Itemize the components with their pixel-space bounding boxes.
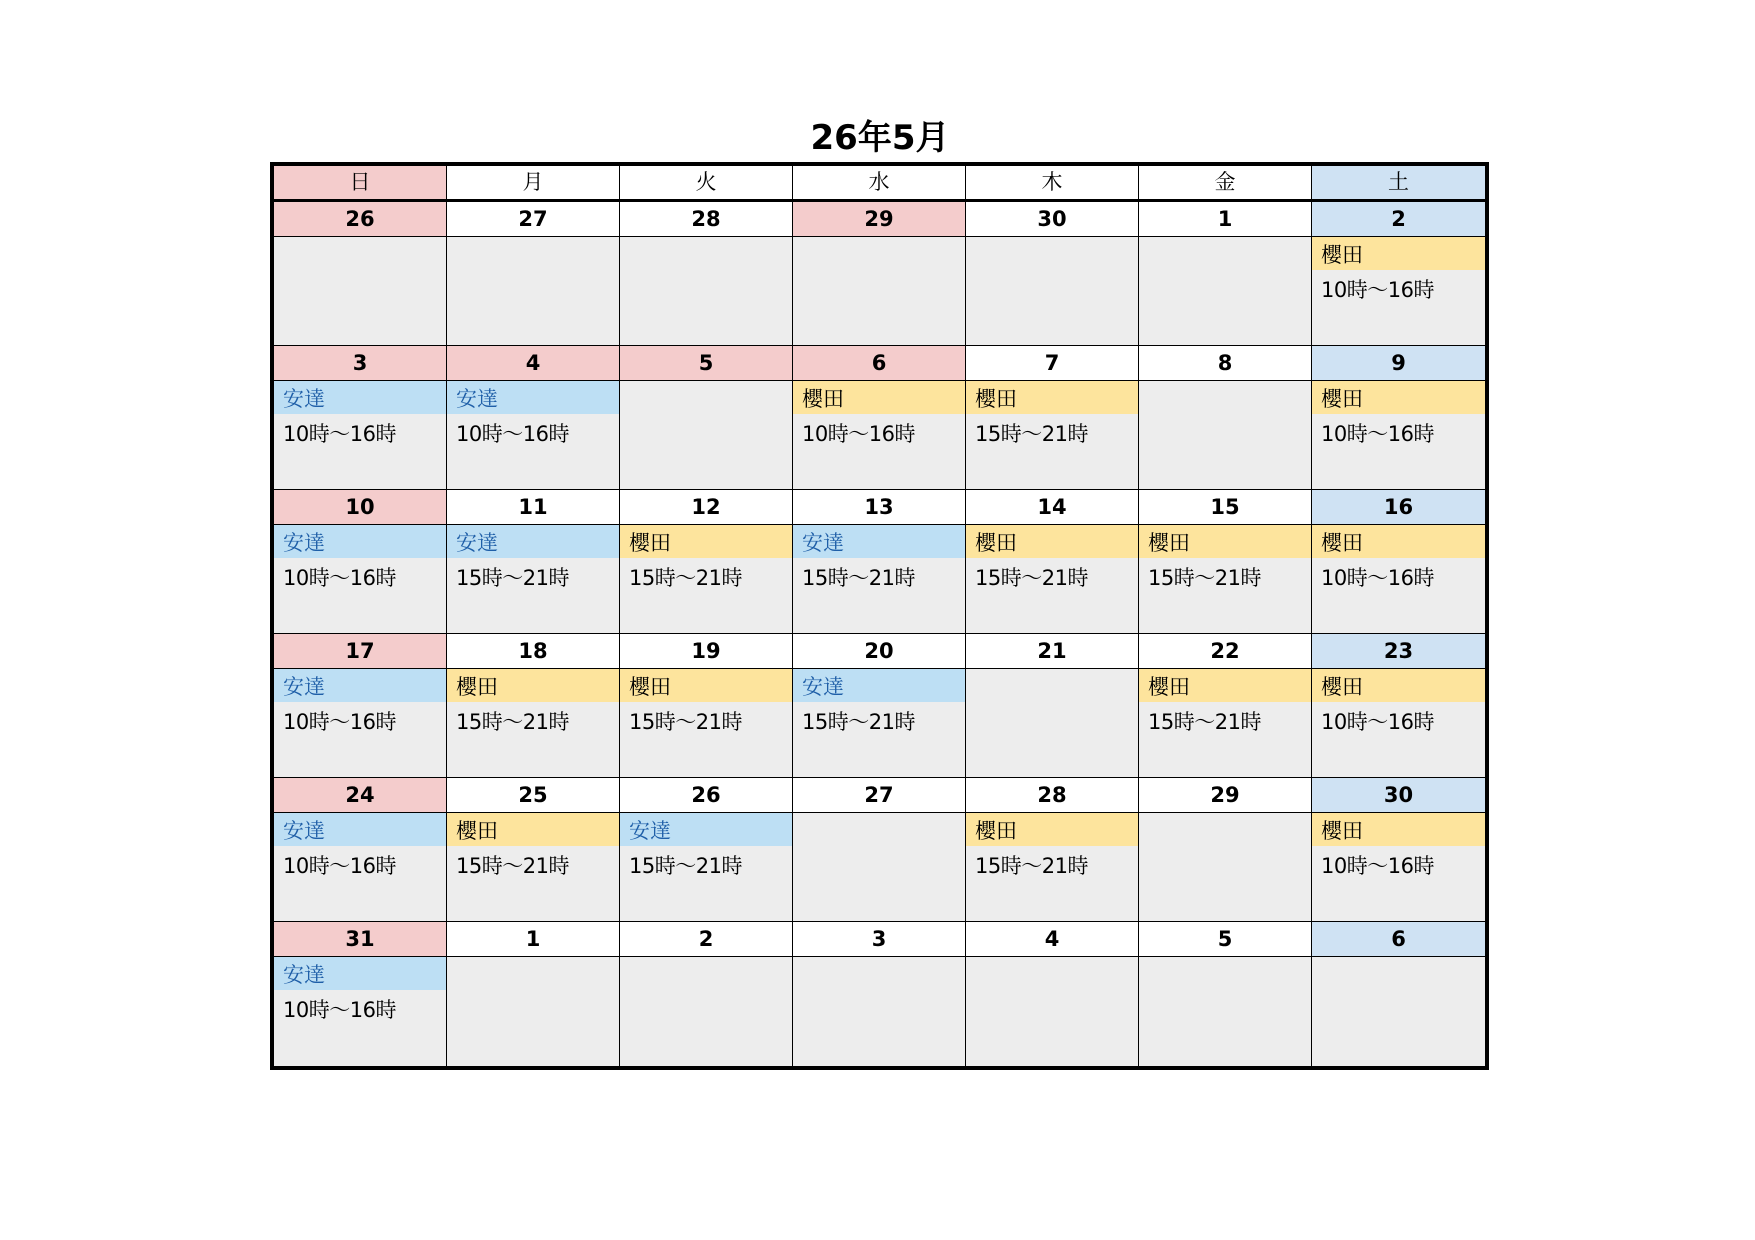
day-schedule-area — [1312, 525, 1485, 633]
day-cell[interactable] — [274, 490, 447, 634]
day-number: 9 — [1312, 346, 1485, 381]
day-number: 25 — [447, 778, 619, 813]
day-cell[interactable] — [620, 346, 793, 490]
day-cell[interactable] — [274, 778, 447, 922]
staff-name: 櫻田 — [447, 669, 619, 702]
shift-time: 10時～16時 — [1321, 422, 1434, 446]
day-number: 6 — [1312, 922, 1485, 957]
shift-time: 15時～21時 — [802, 566, 915, 590]
day-cell[interactable] — [274, 922, 447, 1066]
shift-time: 15時～21時 — [1148, 566, 1261, 590]
day-number: 11 — [447, 490, 619, 525]
day-number: 31 — [274, 922, 446, 957]
day-number: 2 — [620, 922, 792, 957]
weekday-header: 土 — [1312, 166, 1485, 202]
day-number: 1 — [447, 922, 619, 957]
day-cell[interactable] — [793, 922, 966, 1066]
day-number: 20 — [793, 634, 965, 669]
day-schedule-area — [793, 237, 965, 345]
day-number: 27 — [793, 778, 965, 813]
shift-time: 10時～16時 — [1321, 710, 1434, 734]
day-cell[interactable] — [793, 778, 966, 922]
day-cell[interactable] — [966, 202, 1139, 346]
weekday-header: 火 — [620, 166, 793, 202]
day-schedule-area — [966, 237, 1138, 345]
day-number: 23 — [1312, 634, 1485, 669]
shift-time: 15時～21時 — [456, 854, 569, 878]
day-number: 7 — [966, 346, 1138, 381]
day-schedule-area — [966, 525, 1138, 633]
day-cell[interactable] — [620, 634, 793, 778]
shift-time: 15時～21時 — [456, 566, 569, 590]
day-schedule-area — [620, 237, 792, 345]
day-number: 15 — [1139, 490, 1311, 525]
day-cell[interactable] — [966, 490, 1139, 634]
shift-time: 10時～16時 — [1321, 566, 1434, 590]
day-schedule-area — [620, 525, 792, 633]
day-number: 14 — [966, 490, 1138, 525]
day-schedule-area — [274, 957, 446, 1066]
day-number: 29 — [793, 202, 965, 237]
day-schedule-area — [1139, 525, 1311, 633]
day-schedule-area — [447, 381, 619, 489]
day-schedule-area — [966, 381, 1138, 489]
day-number: 22 — [1139, 634, 1311, 669]
day-schedule-area — [966, 813, 1138, 921]
day-number: 30 — [1312, 778, 1485, 813]
day-number: 3 — [793, 922, 965, 957]
day-cell[interactable] — [966, 922, 1139, 1066]
day-schedule-area — [793, 957, 965, 1066]
shift-time: 10時～16時 — [1321, 278, 1434, 302]
shift-time: 15時～21時 — [802, 710, 915, 734]
day-cell[interactable] — [1139, 202, 1312, 346]
shift-time: 10時～16時 — [283, 566, 396, 590]
staff-name: 櫻田 — [966, 525, 1138, 558]
day-schedule-area — [274, 813, 446, 921]
day-schedule-area — [620, 957, 792, 1066]
day-schedule-area — [1312, 813, 1485, 921]
day-cell[interactable] — [274, 346, 447, 490]
day-schedule-area — [447, 669, 619, 777]
day-cell[interactable] — [966, 346, 1139, 490]
weekday-header: 木 — [966, 166, 1139, 202]
day-number: 12 — [620, 490, 792, 525]
day-schedule-area — [274, 237, 446, 345]
day-number: 6 — [793, 346, 965, 381]
weekday-header: 水 — [793, 166, 966, 202]
staff-name: 安達 — [274, 381, 446, 414]
day-cell[interactable] — [1312, 346, 1485, 490]
staff-name: 櫻田 — [620, 669, 792, 702]
day-cell[interactable] — [1312, 490, 1485, 634]
staff-name: 櫻田 — [1312, 669, 1485, 702]
shift-time: 10時～16時 — [283, 998, 396, 1022]
day-schedule-area — [1139, 813, 1311, 921]
day-number: 24 — [274, 778, 446, 813]
day-schedule-area — [966, 957, 1138, 1066]
day-cell[interactable] — [1139, 346, 1312, 490]
shift-time: 15時～21時 — [1148, 710, 1261, 734]
shift-time: 10時～16時 — [283, 422, 396, 446]
day-schedule-area — [620, 381, 792, 489]
day-schedule-area — [447, 957, 619, 1066]
staff-name: 櫻田 — [793, 381, 965, 414]
staff-name: 櫻田 — [966, 381, 1138, 414]
day-cell[interactable] — [447, 778, 620, 922]
day-number: 21 — [966, 634, 1138, 669]
shift-time: 15時～21時 — [629, 710, 742, 734]
day-cell[interactable] — [1312, 778, 1485, 922]
day-cell[interactable] — [447, 346, 620, 490]
day-cell[interactable] — [620, 202, 793, 346]
day-number: 30 — [966, 202, 1138, 237]
weekday-header: 金 — [1139, 166, 1312, 202]
day-number: 17 — [274, 634, 446, 669]
day-schedule-area — [1312, 669, 1485, 777]
day-cell[interactable] — [1312, 202, 1485, 346]
day-number: 29 — [1139, 778, 1311, 813]
day-schedule-area — [1312, 381, 1485, 489]
day-number: 8 — [1139, 346, 1311, 381]
day-schedule-area — [1312, 957, 1485, 1066]
day-number: 28 — [620, 202, 792, 237]
day-cell[interactable] — [793, 346, 966, 490]
day-number: 26 — [620, 778, 792, 813]
shift-time: 10時～16時 — [283, 710, 396, 734]
shift-time: 15時～21時 — [975, 566, 1088, 590]
day-schedule-area — [274, 669, 446, 777]
staff-name: 安達 — [793, 525, 965, 558]
day-cell[interactable] — [793, 634, 966, 778]
day-cell[interactable] — [620, 922, 793, 1066]
shift-time: 10時～16時 — [802, 422, 915, 446]
staff-name: 安達 — [620, 813, 792, 846]
calendar-title: 26年5月 — [810, 118, 950, 158]
staff-name: 櫻田 — [966, 813, 1138, 846]
day-schedule-area — [447, 525, 619, 633]
day-cell[interactable] — [1312, 922, 1485, 1066]
shift-time: 15時～21時 — [629, 566, 742, 590]
shift-time: 15時～21時 — [975, 854, 1088, 878]
day-number: 5 — [1139, 922, 1311, 957]
day-cell[interactable] — [274, 202, 447, 346]
day-schedule-area — [1139, 381, 1311, 489]
shift-time: 15時～21時 — [629, 854, 742, 878]
day-cell[interactable] — [1139, 634, 1312, 778]
shift-time: 15時～21時 — [975, 422, 1088, 446]
shift-time: 10時～16時 — [456, 422, 569, 446]
day-cell[interactable] — [966, 778, 1139, 922]
day-schedule-area — [793, 813, 965, 921]
day-schedule-area — [1139, 669, 1311, 777]
day-cell[interactable] — [793, 490, 966, 634]
day-number: 28 — [966, 778, 1138, 813]
staff-name: 安達 — [274, 813, 446, 846]
day-schedule-area — [1139, 957, 1311, 1066]
day-schedule-area — [447, 237, 619, 345]
weekday-header: 日 — [274, 166, 447, 202]
staff-name: 櫻田 — [1312, 813, 1485, 846]
weekday-header: 月 — [447, 166, 620, 202]
staff-name: 櫻田 — [1312, 237, 1485, 270]
day-number: 3 — [274, 346, 446, 381]
day-cell[interactable] — [274, 634, 447, 778]
day-schedule-area — [447, 813, 619, 921]
day-number: 16 — [1312, 490, 1485, 525]
shift-time: 10時～16時 — [1321, 854, 1434, 878]
staff-name: 安達 — [793, 669, 965, 702]
day-cell[interactable] — [793, 202, 966, 346]
day-number: 10 — [274, 490, 446, 525]
day-schedule-area — [274, 525, 446, 633]
day-cell[interactable] — [1139, 778, 1312, 922]
day-cell[interactable] — [1312, 634, 1485, 778]
staff-name: 櫻田 — [1312, 525, 1485, 558]
day-number: 18 — [447, 634, 619, 669]
staff-name: 安達 — [447, 381, 619, 414]
day-cell[interactable] — [620, 778, 793, 922]
day-number: 1 — [1139, 202, 1311, 237]
staff-name: 櫻田 — [447, 813, 619, 846]
day-number: 19 — [620, 634, 792, 669]
staff-name: 安達 — [274, 669, 446, 702]
month-calendar-grid — [270, 162, 1489, 1070]
staff-name: 櫻田 — [1139, 669, 1311, 702]
day-number: 5 — [620, 346, 792, 381]
staff-name: 櫻田 — [620, 525, 792, 558]
day-cell[interactable] — [1139, 490, 1312, 634]
day-number: 27 — [447, 202, 619, 237]
day-schedule-area — [1139, 237, 1311, 345]
staff-name: 櫻田 — [1139, 525, 1311, 558]
day-cell[interactable] — [447, 634, 620, 778]
staff-name: 安達 — [274, 957, 446, 990]
day-cell[interactable] — [966, 634, 1139, 778]
staff-name: 安達 — [447, 525, 619, 558]
day-schedule-area — [620, 813, 792, 921]
shift-time: 15時～21時 — [456, 710, 569, 734]
day-number: 4 — [447, 346, 619, 381]
day-number: 4 — [966, 922, 1138, 957]
day-schedule-area — [274, 381, 446, 489]
day-cell[interactable] — [1139, 922, 1312, 1066]
staff-name: 櫻田 — [1312, 381, 1485, 414]
staff-name: 安達 — [274, 525, 446, 558]
day-cell[interactable] — [620, 490, 793, 634]
day-number: 13 — [793, 490, 965, 525]
shift-time: 10時～16時 — [283, 854, 396, 878]
day-schedule-area — [1312, 237, 1485, 345]
day-cell[interactable] — [447, 202, 620, 346]
day-schedule-area — [966, 669, 1138, 777]
day-number: 26 — [274, 202, 446, 237]
day-number: 2 — [1312, 202, 1485, 237]
day-cell[interactable] — [447, 490, 620, 634]
day-schedule-area — [793, 525, 965, 633]
day-schedule-area — [620, 669, 792, 777]
day-cell[interactable] — [447, 922, 620, 1066]
day-schedule-area — [793, 381, 965, 489]
day-schedule-area — [793, 669, 965, 777]
